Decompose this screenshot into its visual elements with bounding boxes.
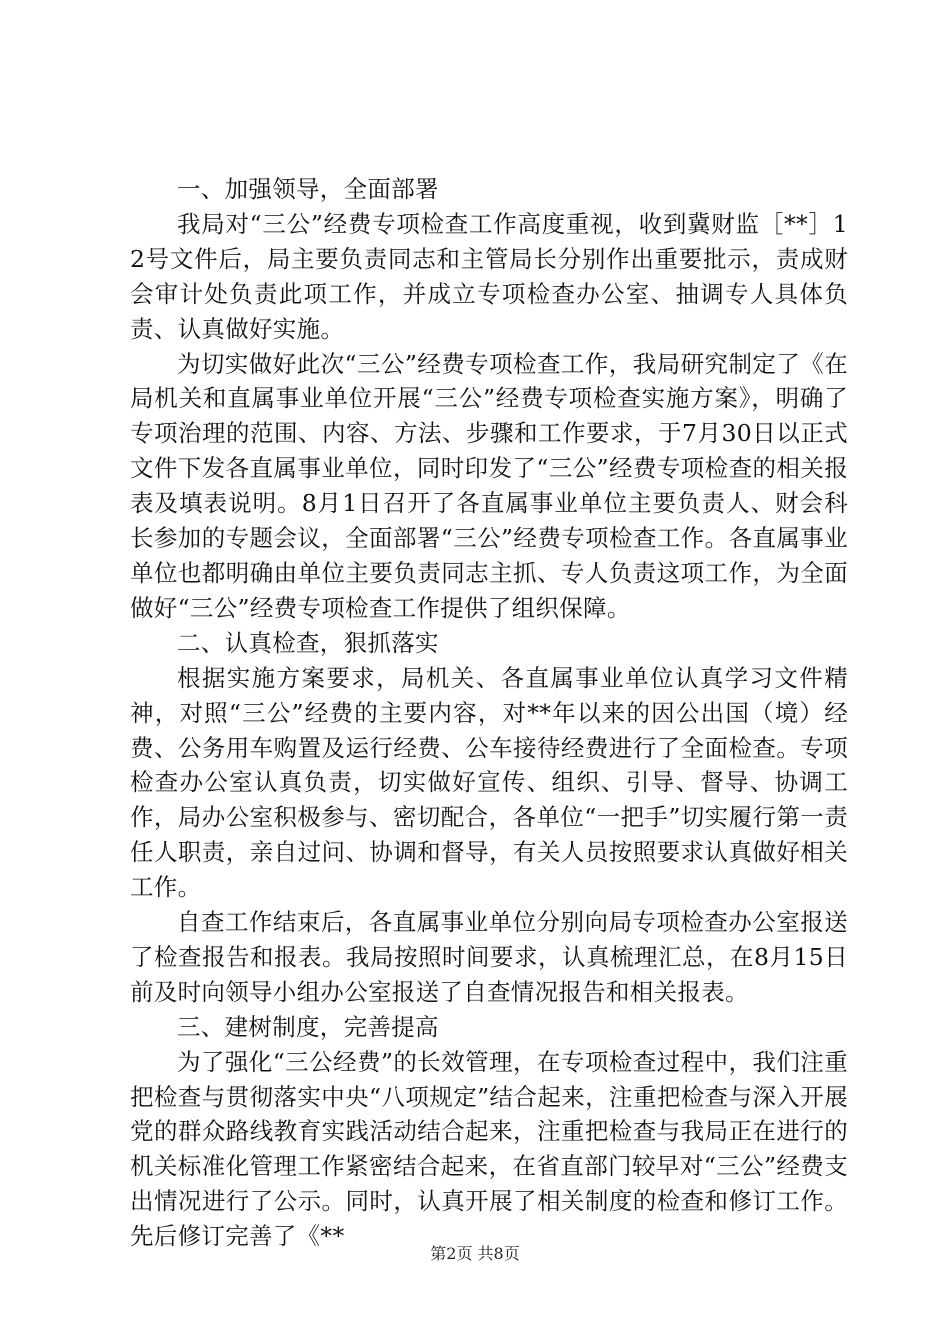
paragraph-2-2: 自查工作结束后，各直属事业单位分别向局专项检查办公室报送了检查报告和报表。我局按照时间要求，认真梳理汇总，在8月15日前及时向领导小组办公室报送了自查情况报告和相关报表。	[130, 908, 848, 1006]
paragraph-3-1: 为了强化“三公经费”的长效管理，在专项检查过程中，我们注重把检查与贯彻落实中央“八项规定”结合起来，注重把检查与深入开展党的群众路线教育实践活动结合起来，注重把检查与我局正在进行的机关标准化管理工作紧密结合起来，在省直部门较早对“三公”经费支出情况进行了公示。同时，认真开展了相关制度的检查和修订工作。先后修订完善了《**	[130, 1047, 848, 1251]
page-footer: 第2页 共8页	[430, 1244, 520, 1263]
paragraph-2-1: 根据实施方案要求，局机关、各直属事业单位认真学习文件精神，对照“三公”经费的主要内容，对**年以来的因公出国（境）经费、公务用车购置及运行经费、公车接待经费进行了全面检查。专项检查办公室认真负责，切实做好宣传、组织、引导、督导、协调工作，局办公室积极参与、密切配合，各单位“一把手”切实履行第一责任人职责，亲自过问、协调和督导，有关人员按照要求认真做好相关工作。	[130, 663, 848, 902]
section-heading-3: 三、建树制度，完善提高	[177, 1012, 439, 1041]
section-heading-1: 一、加强领导，全面部署	[177, 175, 439, 203]
paragraph-1-1: 我局对“三公”经费专项检查工作高度重视，收到冀财监［**］12号文件后，局主要负责同志和主管局长分别作出重要批示，责成财会审计处负责此项工作，并成立专项检查办公室、抽调专人具体负责、认真做好实施。	[130, 209, 848, 343]
section-heading-2: 二、认真检查，狠抓落实	[177, 628, 439, 657]
paragraph-1-2: 为切实做好此次“三公”经费专项检查工作，我局研究制定了《在局机关和直属事业单位开展“三公”经费专项检查实施方案》，明确了专项治理的范围、内容、方法、步骤和工作要求，于7月30日以正式文件下发各直属事业单位，同时印发了“三公”经费专项检查的相关报表及填表说明。8月1日召开了各直属事业单位主要负责人、财会科长参加的专题会议，全面部署“三公”经费专项检查工作。各直属事业单位也都明确由单位主要负责同志主抓、专人负责这项工作，为全面做好“三公”经费专项检查工作提供了组织保障。	[130, 349, 848, 622]
document-body	[130, 172, 848, 1254]
